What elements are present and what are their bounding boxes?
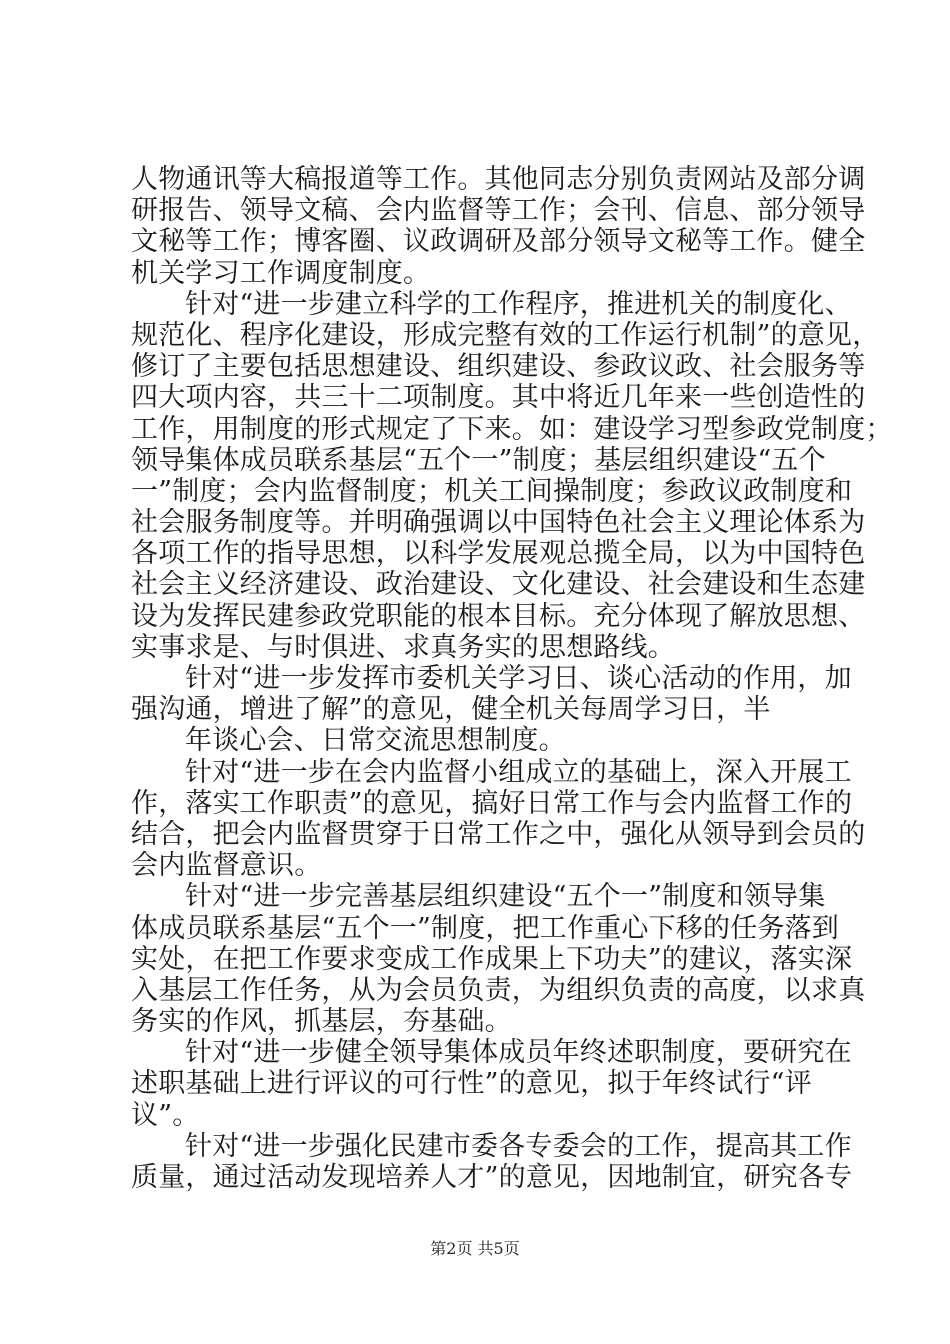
- text-line: 体成员联系基层“五个一”制度，把工作重心下移的任务落到: [131, 912, 840, 944]
- text-line: 针对“进一步完善基层组织建设“五个一”制度和领导集: [185, 881, 826, 913]
- text-line: 年谈心会、日常交流思想制度。: [185, 725, 566, 757]
- text-line: 一”制度；会内监督制度；机关工间操制度；参政议政制度和: [131, 475, 853, 507]
- text-line: 述职基础上进行评议的可行性”的意见，拟于年终试行“评: [131, 1068, 812, 1100]
- text-line: 实事求是、与时俱进、求真务实的思想路线。: [131, 631, 675, 663]
- text-line: 领导集体成员联系基层“五个一”制度；基层组织建设“五个: [131, 444, 826, 476]
- text-line: 议”。: [131, 1099, 200, 1131]
- text-line: 入基层工作任务，从为会员负责，为组织负责的高度，以求真: [131, 974, 866, 1006]
- text-line: 各项工作的指导思想，以科学发展观总揽全局，以为中国特色: [131, 538, 866, 570]
- text-line: 实处，在把工作要求变成工作成果上下功夫”的建议，落实深: [131, 943, 853, 975]
- text-line: 会内监督意识。: [131, 850, 322, 882]
- text-line: 机关学习工作调度制度。: [131, 257, 431, 289]
- text-line: 针对“进一步强化民建市委各专委会的工作，提高其工作: [185, 1130, 852, 1162]
- text-line: 针对“进一步在会内监督小组成立的基础上，深入开展工: [185, 756, 852, 788]
- text-line: 结合，把会内监督贯穿于日常工作之中，强化从领导到会员的: [131, 818, 866, 850]
- text-line: 针对“进一步健全领导集体成员年终述职制度，要研究在: [185, 1037, 852, 1069]
- text-line: 修订了主要包括思想建设、组织建设、参政议政、社会服务等: [131, 351, 866, 383]
- text-line: 务实的作风，抓基层，夯基础。: [131, 1006, 512, 1038]
- text-line: 规范化、程序化建设，形成完整有效的工作运行机制”的意见，: [131, 319, 880, 351]
- page-footer: 第2页 共5页: [430, 1239, 520, 1258]
- text-line: 质量，通过活动发现培养人才”的意见，因地制宜，研究各专: [131, 1162, 853, 1193]
- text-line: 工作，用制度的形式规定了下来。如：建设学习型参政党制度；: [131, 413, 893, 445]
- text-line: 社会主义经济建设、政治建设、文化建设、社会建设和生态建: [131, 569, 866, 601]
- text-line: 针对“进一步发挥市委机关学习日、谈心活动的作用，加: [185, 663, 852, 694]
- text-line: 社会服务制度等。并明确强调以中国特色社会主义理论体系为: [131, 507, 866, 539]
- text-line: 设为发挥民建参政党职能的根本目标。充分体现了解放思想、: [131, 600, 866, 632]
- text-line: 针对“进一步建立科学的工作程序，推进机关的制度化、: [185, 288, 852, 320]
- text-line: 作，落实工作职责”的意见，搞好日常工作与会内监督工作的: [131, 787, 853, 819]
- text-line: 强沟通，增进了解”的意见，健全机关每周学习日，半: [131, 694, 771, 726]
- text-line: 研报告、领导文稿、会内监督等工作；会刊、信息、部分领导: [131, 195, 866, 227]
- body-text: [131, 164, 893, 1193]
- text-line: 文秘等工作；博客圈、议政调研及部分领导文秘等工作。健全: [131, 226, 866, 258]
- text-line: 人物通讯等大稿报道等工作。其他同志分别负责网站及部分调: [131, 164, 866, 195]
- text-line: 四大项内容，共三十二项制度。其中将近几年来一些创造性的: [131, 382, 866, 414]
